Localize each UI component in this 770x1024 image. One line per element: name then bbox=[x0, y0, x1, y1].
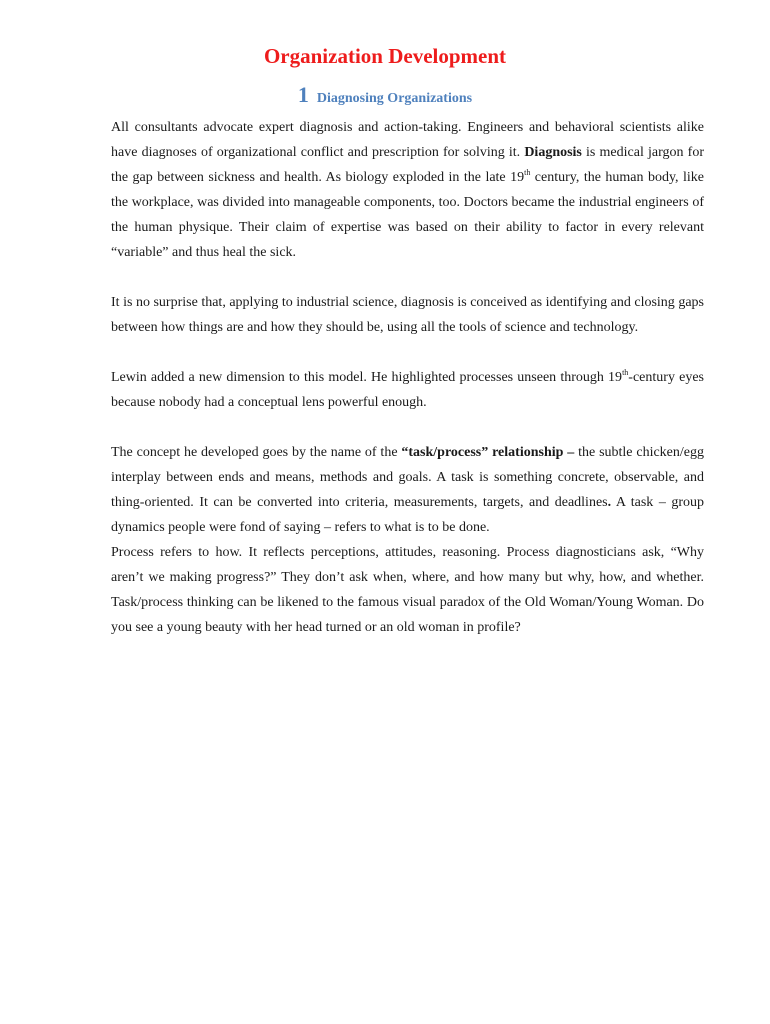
paragraph bbox=[111, 440, 704, 540]
document-title: Organization Development bbox=[263, 44, 507, 68]
paragraph-spacer bbox=[111, 340, 704, 365]
paragraph-spacer bbox=[111, 265, 704, 290]
superscript-text: th bbox=[524, 168, 531, 177]
text-run: is medical jargon for the gap between sickness and health. As biology exploded in the late 19 bbox=[111, 145, 704, 185]
text-run: It is no surprise that, applying to industrial science, diagnosis is conceived as identifying and closing gaps between how things are and how they should be, using all the tools of science and technology. bbox=[111, 295, 704, 335]
paragraph-spacer bbox=[111, 415, 704, 440]
bold-text: Diagnosis bbox=[524, 145, 582, 160]
paragraph bbox=[111, 365, 704, 415]
text-run: A task – group dynamics people were fond of saying – refers to what is to be done. bbox=[111, 495, 705, 535]
superscript-text: th bbox=[622, 368, 629, 377]
text-run: -century eyes because nobody had a conceptual lens powerful enough. bbox=[111, 370, 704, 410]
section-title: Diagnosing Organizations bbox=[316, 91, 473, 106]
document-body bbox=[111, 115, 704, 640]
text-run: The concept he developed goes by the name of the bbox=[111, 445, 402, 460]
text-run: century, the human body, like the workplace, was divided into manageable components, too. Doctors became the industrial engineers of the human physique. Their claim of expertise was based on their ability to factor in every relevant “variable” and thus heal the sick. bbox=[111, 170, 704, 260]
text-run: the subtle chicken/egg interplay between ends and means, methods and goals. A task is something concrete, observable, and thing-oriented. It can be converted into criteria, measurements, targets, and deadlines bbox=[111, 445, 704, 510]
text-run: Lewin added a new dimension to this model. He highlighted processes unseen through 19 bbox=[111, 370, 623, 385]
section-number: 1 bbox=[297, 82, 309, 107]
paragraph bbox=[111, 290, 704, 340]
bold-text: . bbox=[607, 495, 612, 510]
paragraph bbox=[111, 540, 704, 640]
text-run: Process refers to how. It reflects perceptions, attitudes, reasoning. Process diagnosticians ask, “Why aren’t we making progress?” They don’t ask when, where, and how many but why, how, and whether. Task/process thinking can be likened to the famous visual paradox of the Old Woman/Young Woman. Do you see a young beauty with her head turned or an old woman in profile? bbox=[111, 545, 704, 635]
paragraph bbox=[111, 115, 704, 265]
text-run: All consultants advocate expert diagnosis and action-taking. Engineers and behavioral scientists alike have diagnoses of organizational conflict and prescription for solving it. bbox=[111, 120, 704, 160]
bold-text: “task/process” relationship – bbox=[401, 445, 575, 460]
section-heading bbox=[0, 82, 770, 112]
